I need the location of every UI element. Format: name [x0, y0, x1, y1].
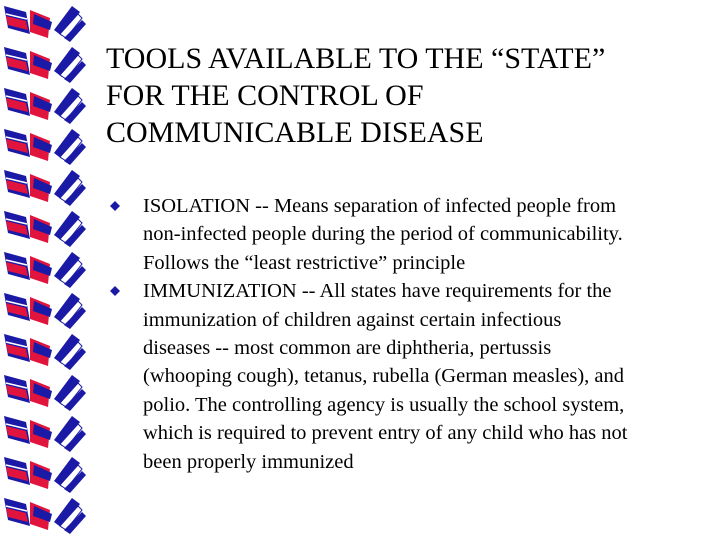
- diamond-bullet-icon: [110, 201, 120, 211]
- slide-title: [106, 40, 706, 151]
- bullet-text-line: diseases -- most common are diphtheria, pertussis: [143, 337, 552, 360]
- bullet-text-line: IMMUNIZATION -- All states have requirements for the: [143, 280, 612, 303]
- bullet-immunization: [110, 277, 710, 476]
- decorative-ribbon-border: [0, 0, 92, 540]
- bullet-text-line: immunization of children against certain infectious: [143, 308, 562, 331]
- title-line: TOOLS AVAILABLE TO THE “STATE”: [106, 42, 606, 75]
- bullet-text-line: non-infected people during the period of communicability.: [143, 223, 623, 246]
- bullet-text-line: Follows the “least restrictive” principle: [143, 251, 466, 274]
- bullet-isolation: [110, 192, 710, 277]
- bullet-text-line: been properly immunized: [143, 450, 354, 473]
- diamond-bullet-icon: [110, 286, 120, 296]
- bullet-text-line: which is required to prevent entry of any child who has not: [143, 422, 628, 445]
- bullet-list: [110, 192, 710, 476]
- title-line: COMMUNICABLE DISEASE: [106, 116, 484, 149]
- title-line: FOR THE CONTROL OF: [106, 79, 424, 112]
- bullet-text-line: (whooping cough), tetanus, rubella (German measles), and: [143, 365, 625, 388]
- bullet-text-line: ISOLATION -- Means separation of infected people from: [143, 195, 617, 217]
- bullet-text-line: polio. The controlling agency is usually the school system,: [143, 393, 625, 416]
